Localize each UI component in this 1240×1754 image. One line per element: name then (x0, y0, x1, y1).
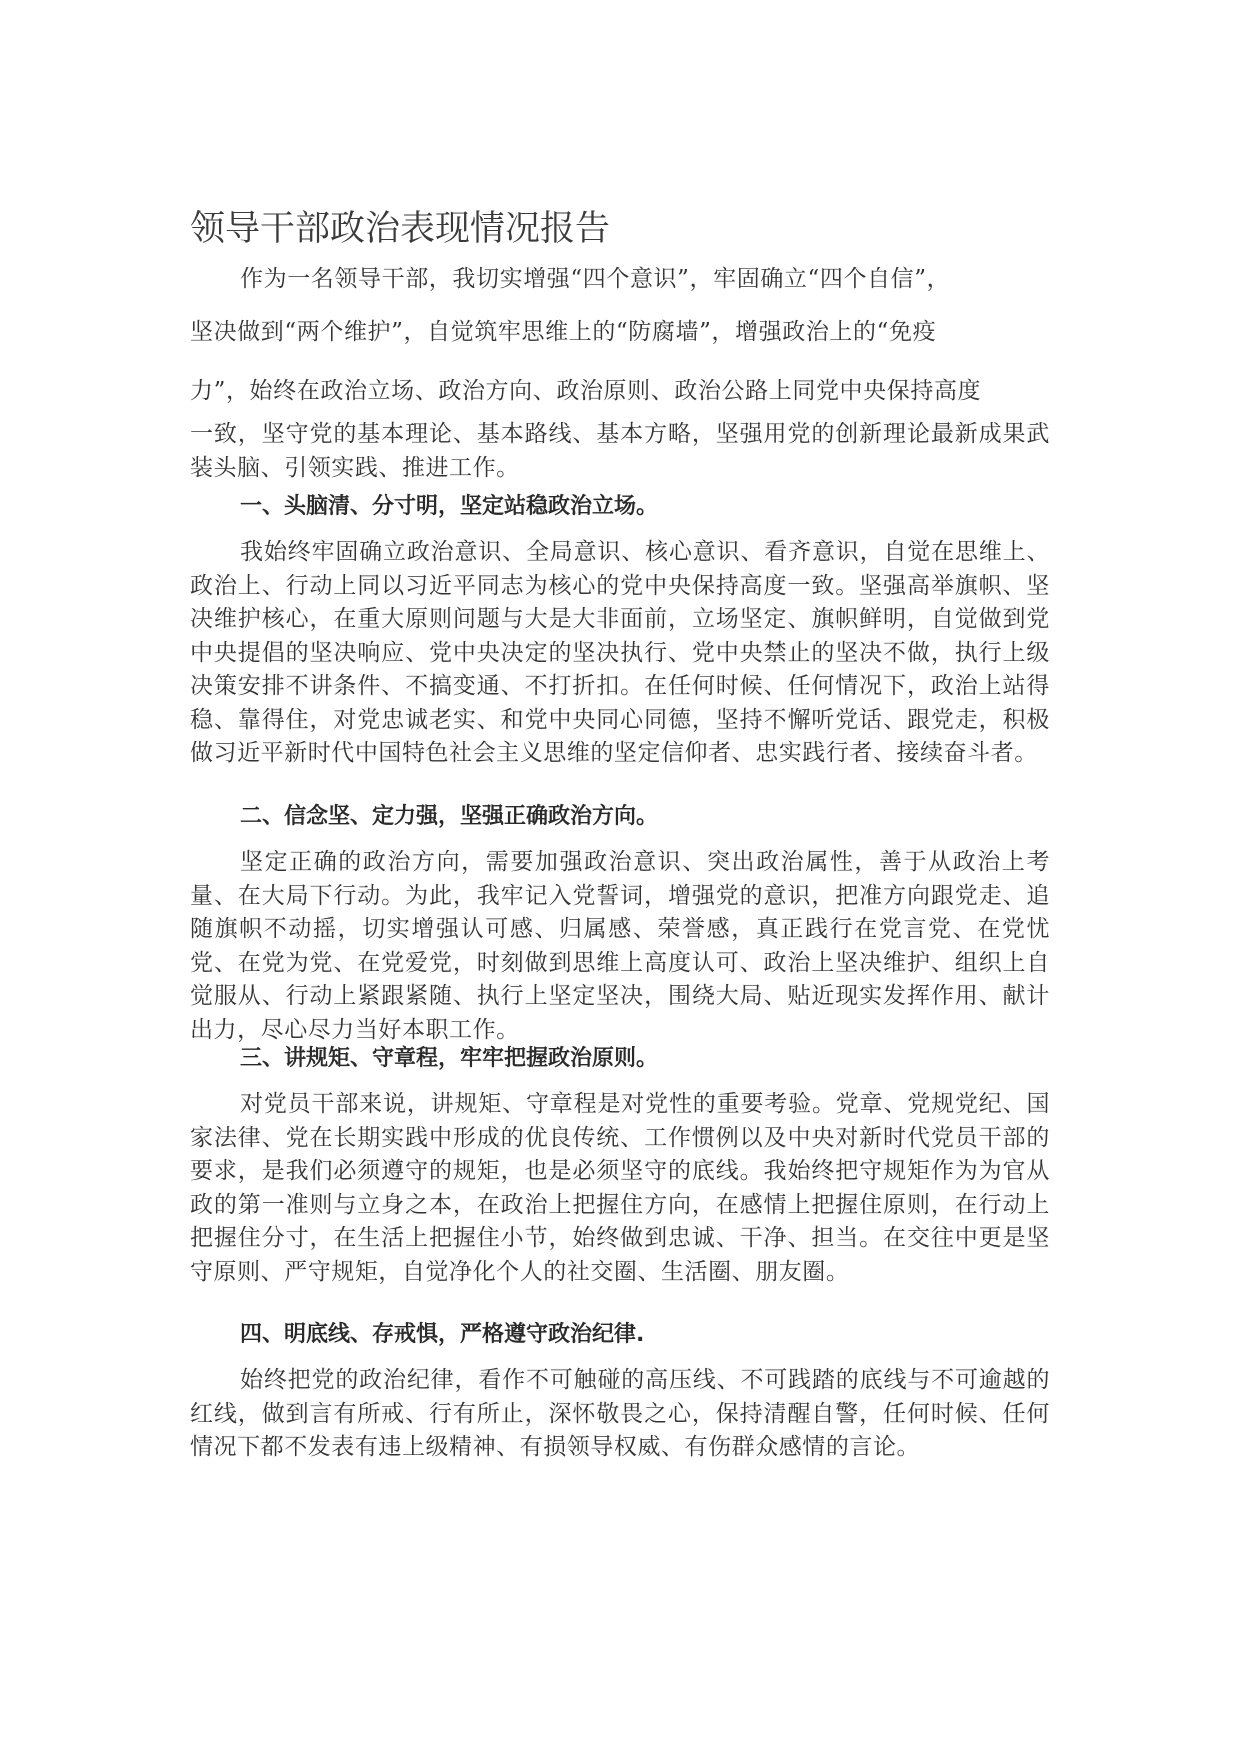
section-body-3: 对党员干部来说，讲规矩、守章程是对党性的重要考验。党章、党规党纪、国家法律、党在长期实践中形成的优良传统、工作惯例以及中央对新时代党员干部的要求，是我们必须遵守的规矩，也是必须坚守的底线。我始终把守规矩作为为官从政的第一准则与立身之本，在政治上把握住方向，在感情上把握住原则，在行动上把握住分寸，在生活上把握住小节，始终做到忠诚、干净、担当。在交往中更是坚守原则、严守规矩，自觉净化个人的社交圈、生活圈、朋友圈。 (190, 1091, 1050, 1285)
document-title: 领导干部政治表现情况报告 (190, 209, 611, 249)
section-body-2: 坚定正确的政治方向，需要加强政治意识、突出政治属性，善于从政治上考量、在大局下行动。为此，我牢记入党誓词，增强党的意识，把准方向跟党走、追随旗帜不动摇，切实增强认可感、归属感、荣誉感，真正践行在党言党、在党忧党、在党为党、在党爱党，时刻做到思维上高度认可、政治上坚决维护、组织上自觉服从、行动上紧跟紧随、执行上坚定坚决，围绕大局、贴近现实发挥作用、献计出力，尽心尽力当好本职工作。 (190, 849, 1050, 1043)
section-body-1: 我始终牢固确立政治意识、全局意识、核心意识、看齐意识，自觉在思维上、政治上、行动上同以习近平同志为核心的党中央保持高度一致。坚强高举旗帜、坚决维护核心，在重大原则问题与大是大非面前，立场坚定、旗帜鲜明，自觉做到党中央提倡的坚决响应、党中央决定的坚决执行、党中央禁止的坚决不做，执行上级决策安排不讲条件、不搞变通、不打折扣。在任何时候、任何情况下，政治上站得稳、靠得住，对党忠诚老实、和党中央同心同德，坚持不懈听党话、跟党走，积极做习近平新时代中国特色社会主义思维的坚定信仰者、忠实践行者、接续奋斗者。 (190, 539, 1050, 766)
section-body-4: 始终把党的政治纪律，看作不可触碰的高压线、不可践踏的底线与不可逾越的红线，做到言有所戒、行有所止，深怀敬畏之心，保持清醒自警，任何时候、任何情况下都不发表有违上级精神、有损领导权威、有伤群众感情的言论。 (190, 1367, 1050, 1460)
section-heading-2: 二、信念坚、定力强，坚强正确政治方向。 (240, 804, 659, 829)
intro-line-3: 力”，始终在政治立场、政治方向、政治原则、政治公路上同党中央保持高度 (190, 378, 982, 404)
section-heading-1: 一、头脑清、分寸明，坚定站稳政治立场。 (240, 494, 659, 519)
intro-line-1: 作为一名领导干部，我切实增强“四个意识”，牢固确立“四个自信”， (240, 266, 951, 292)
section-heading-3: 三、讲规矩、守章程，牢牢把握政治原则。 (240, 1046, 659, 1071)
intro-line-2: 坚决做到“两个维护”，自觉筑牢思维上的“防腐墙”，增强政治上的“免疫 (190, 319, 937, 345)
intro-paragraph-tail: 一致，坚守党的基本理论、基本路线、基本方略，坚强用党的创新理论最新成果武装头脑、引领实践、推进工作。 (190, 421, 1050, 481)
section-heading-4: 四、明底线、存戒惧，严格遵守政治纪律. (240, 1322, 645, 1347)
